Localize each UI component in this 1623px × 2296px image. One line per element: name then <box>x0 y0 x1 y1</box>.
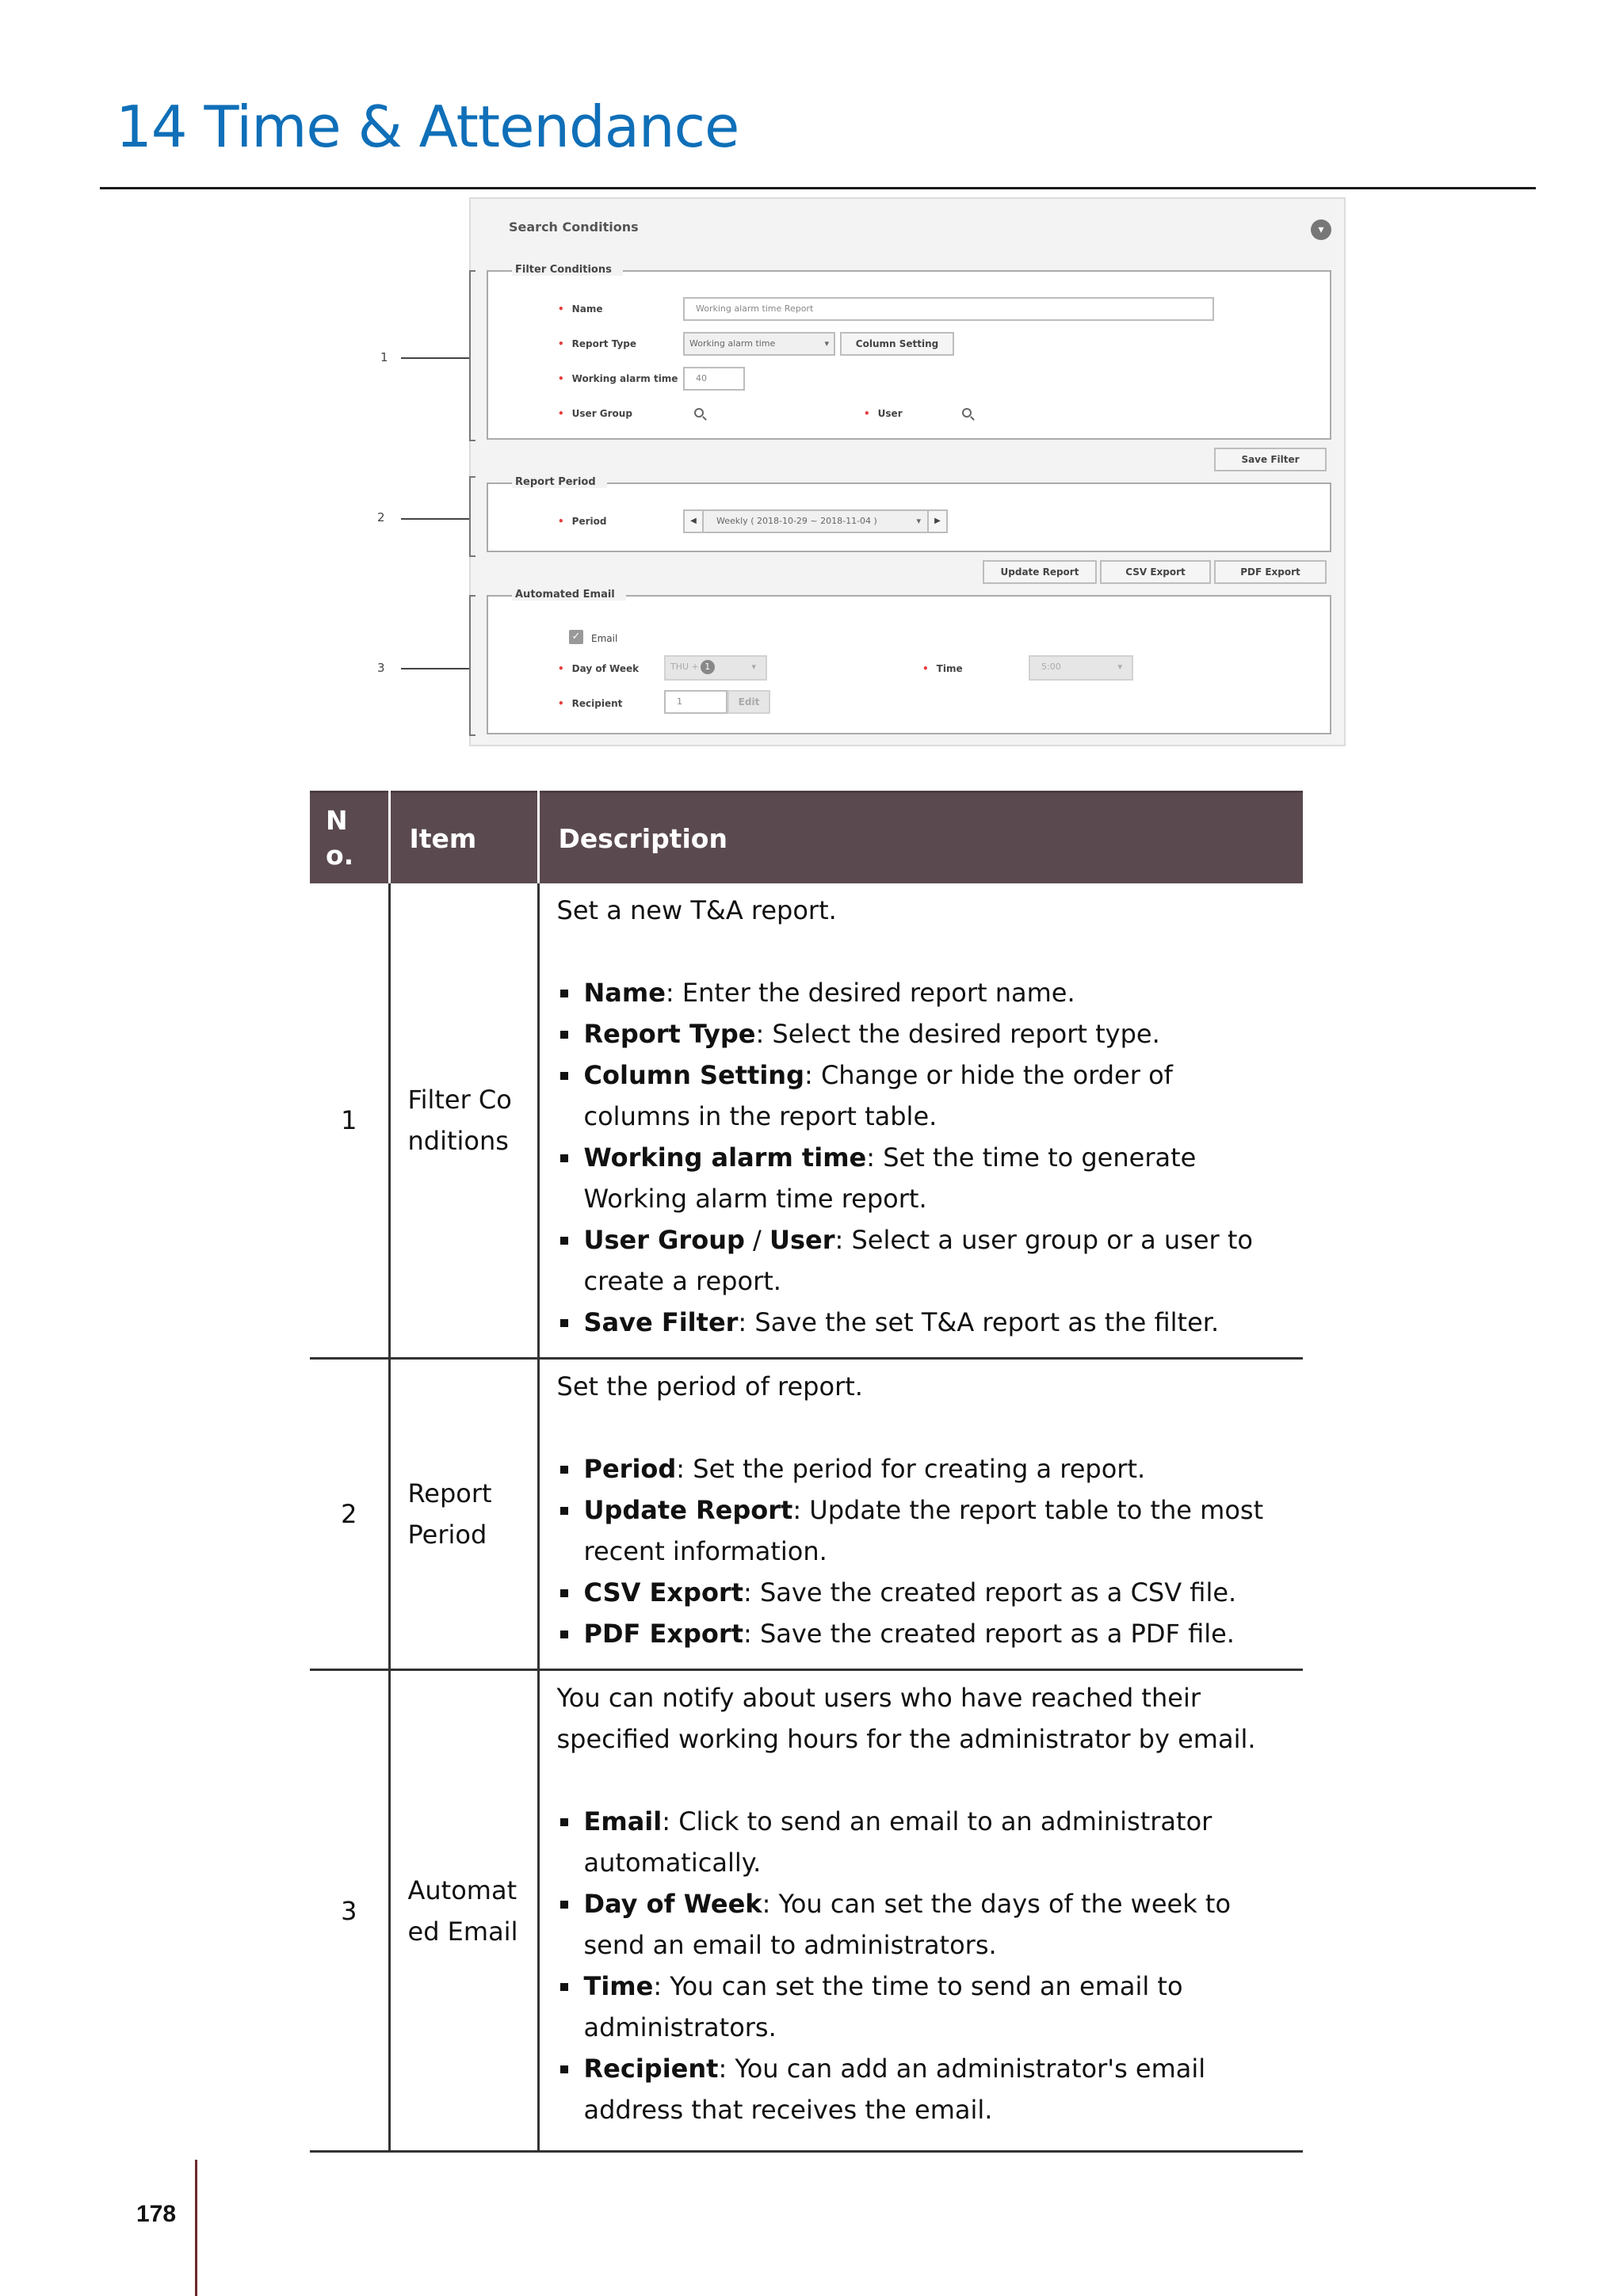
list-item: PDF Export: Save the created report as a PDF file. <box>557 1613 1286 1654</box>
callout-3-number: 3 <box>377 661 385 675</box>
email-bracket <box>469 595 475 736</box>
list-item: Column Setting: Change or hide the order of columns in the report table. <box>557 1055 1286 1137</box>
report-period-label: Report Period <box>512 476 607 488</box>
column-setting-button[interactable]: Column Setting <box>840 332 954 356</box>
table-row <box>310 1359 1303 1670</box>
header-item: Item <box>389 792 538 884</box>
report-type-select[interactable]: Working alarm time ▾ <box>683 332 835 356</box>
search-conditions-screenshot <box>469 197 1346 746</box>
day-of-week-label: • Day of Week <box>558 663 640 674</box>
table-row <box>310 883 1303 1359</box>
row-description <box>538 883 1303 1359</box>
name-input[interactable]: Working alarm time Report <box>683 297 1214 321</box>
callout-1-number: 1 <box>380 350 388 364</box>
description-bullets <box>557 1448 1286 1654</box>
header-no: No. <box>310 792 389 884</box>
dropdown-arrow-icon: ▾ <box>751 662 756 672</box>
working-alarm-time-input[interactable]: 40 <box>683 367 745 391</box>
chevron-left-icon: ◀ <box>690 517 697 525</box>
description-intro: Set a new T&A report. <box>556 895 837 925</box>
period-next-button[interactable] <box>927 509 948 533</box>
row-item: Automated Email <box>389 1670 538 2152</box>
callout-2-line <box>401 518 472 520</box>
day-of-week-select[interactable]: THU + 1 ▾ <box>664 655 767 681</box>
list-item: Day of Week: You can set the days of the week to send an email to administrators. <box>557 1883 1286 1966</box>
collapse-icon[interactable]: ▾ <box>1311 219 1331 240</box>
list-item: Update Report: Update the report table to the most recent information. <box>557 1489 1286 1572</box>
list-item: User Group / User: Select a user group or a user to create a report. <box>557 1219 1286 1302</box>
user-group-label: • User Group <box>558 408 632 419</box>
list-item: Save Filter: Save the set T&A report as the filter. <box>557 1302 1286 1343</box>
time-select[interactable]: 5:00 ▾ <box>1029 655 1133 681</box>
callout-2-number: 2 <box>377 510 385 524</box>
row-number: 3 <box>310 1670 389 2152</box>
dropdown-arrow-icon: ▾ <box>1117 662 1122 672</box>
row-number: 1 <box>310 883 389 1359</box>
header-description: Description <box>538 792 1303 884</box>
row-description <box>538 1670 1303 2152</box>
user-label: • User <box>864 408 903 419</box>
dropdown-arrow-icon: ▾ <box>916 516 921 526</box>
name-label: • Name <box>558 303 603 315</box>
user-search-icon[interactable] <box>962 408 972 418</box>
search-conditions-title: Search Conditions <box>509 219 639 235</box>
list-item: Recipient: You can add an administrator's email address that receives the email. <box>557 2048 1286 2130</box>
time-label: • Time <box>922 663 963 674</box>
csv-export-button[interactable]: CSV Export <box>1100 560 1211 584</box>
callout-1-line <box>401 357 472 359</box>
callout-3-line <box>401 668 472 669</box>
period-label: • Period <box>558 516 607 527</box>
chapter-title: 14 Time & Attendance <box>116 93 739 160</box>
email-label: Email <box>591 633 618 644</box>
list-item: Email: Click to send an email to an administrator automatically. <box>557 1801 1286 1883</box>
description-bullets <box>557 1801 1286 2130</box>
filter-bracket <box>469 270 475 441</box>
dropdown-arrow-icon: ▾ <box>824 338 829 349</box>
recipient-label: • Recipient <box>558 698 623 709</box>
user-group-search-icon[interactable] <box>694 408 704 418</box>
recipient-input[interactable]: 1 <box>664 690 727 714</box>
list-item: CSV Export: Save the created report as a CSV file. <box>557 1572 1286 1613</box>
row-description <box>538 1359 1303 1670</box>
chevron-right-icon: ▶ <box>934 517 941 525</box>
row-item: Report Period <box>389 1359 538 1670</box>
table-header-row <box>310 792 1303 884</box>
period-select[interactable]: Weekly ( 2018-10-29 ~ 2018-11-04 ) ▾ <box>702 509 929 533</box>
description-table <box>310 791 1303 2153</box>
period-bracket <box>469 476 475 557</box>
update-report-button[interactable]: Update Report <box>983 560 1097 584</box>
automated-email-label: Automated Email <box>512 589 626 601</box>
email-checkbox[interactable]: ✓ <box>569 630 583 644</box>
row-number: 2 <box>310 1359 389 1670</box>
report-type-label: • Report Type <box>558 338 637 349</box>
list-item: Time: You can set the time to send an email to administrators. <box>557 1966 1286 2048</box>
title-divider <box>100 187 1536 189</box>
pdf-export-button[interactable]: PDF Export <box>1214 560 1327 584</box>
description-bullets <box>557 972 1286 1343</box>
list-item: Report Type: Select the desired report type. <box>557 1013 1286 1055</box>
list-item: Name: Enter the desired report name. <box>557 972 1286 1013</box>
page-number: 178 <box>136 2201 177 2227</box>
save-filter-button[interactable]: Save Filter <box>1214 448 1327 471</box>
working-alarm-time-label: • Working alarm time <box>558 373 678 384</box>
list-item: Working alarm time: Set the time to generate Working alarm time report. <box>557 1137 1286 1219</box>
period-prev-button[interactable] <box>683 509 704 533</box>
row-item: Filter Conditions <box>389 883 538 1359</box>
edit-recipient-button[interactable]: Edit <box>727 690 770 714</box>
list-item: Period: Set the period for creating a report. <box>557 1448 1286 1489</box>
footer-rule <box>195 2160 197 2296</box>
filter-conditions-label: Filter Conditions <box>512 264 623 276</box>
description-intro: Set the period of report. <box>556 1371 863 1402</box>
table-row <box>310 1670 1303 2152</box>
description-intro: You can notify about users who have reached their specified working hours for the administrator by email. <box>556 1683 1256 1754</box>
